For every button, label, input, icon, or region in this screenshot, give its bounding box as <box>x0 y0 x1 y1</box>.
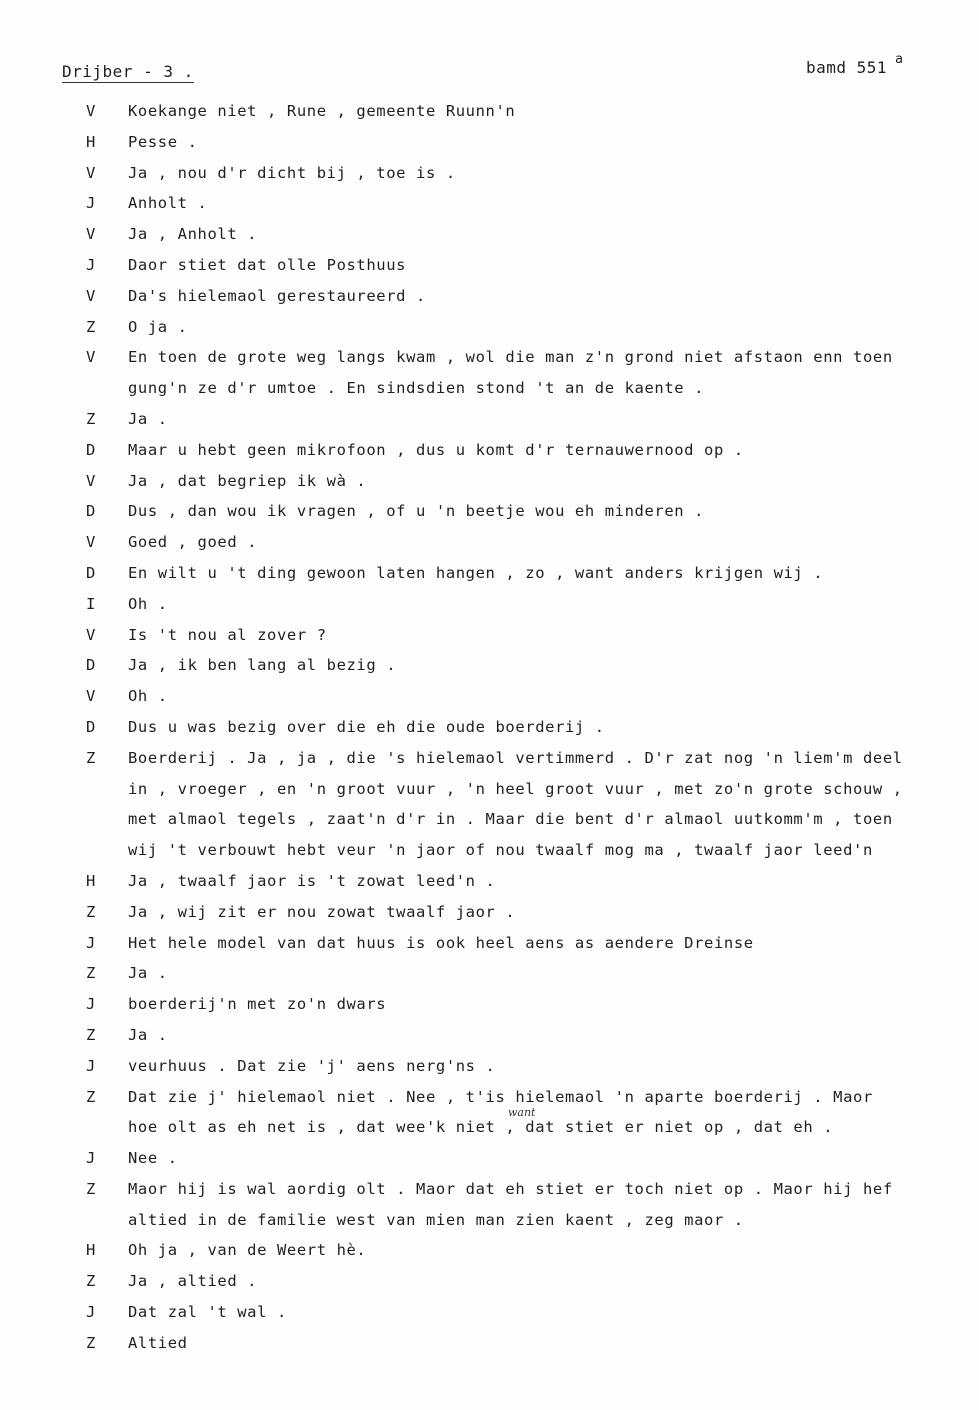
utterance-text: Ja , Anholt . <box>128 225 258 244</box>
transcript-line <box>0 991 979 1022</box>
utterance-text: boerderij'n met zo'n dwars <box>128 995 387 1014</box>
utterance-text: Ja . <box>128 1025 168 1044</box>
transcript-line <box>0 652 979 683</box>
tape-number-suffix: a <box>895 52 904 67</box>
transcript-line <box>0 806 979 837</box>
transcript-body <box>0 98 979 1361</box>
transcript-line <box>0 1114 979 1145</box>
page-header-title: Drijber - 3 . <box>62 62 194 81</box>
utterance-text: Dus , dan wou ik vragen , of u 'n beetje wou eh minderen . <box>128 502 705 521</box>
transcript-line <box>0 437 979 468</box>
transcript-line <box>0 1299 979 1330</box>
handwritten-insert: want <box>508 1106 536 1119</box>
page-header-tape-number <box>806 52 904 77</box>
speaker-code: Z <box>86 1272 96 1291</box>
speaker-code: Z <box>86 317 96 336</box>
utterance-text: Maor hij is wal aordig olt . Maor dat eh stiet er toch niet op . Maor hij hef <box>128 1179 893 1198</box>
speaker-code: J <box>86 194 96 213</box>
transcript-line <box>0 1268 979 1299</box>
speaker-code: Z <box>86 964 96 983</box>
speaker-code: J <box>86 933 96 952</box>
transcript-line <box>0 498 979 529</box>
speaker-code: V <box>86 533 96 552</box>
transcript-line <box>0 683 979 714</box>
speaker-code: D <box>86 502 96 521</box>
speaker-code: V <box>86 286 96 305</box>
speaker-code: D <box>86 440 96 459</box>
speaker-code: Z <box>86 1179 96 1198</box>
utterance-text: Ja , ik ben lang al bezig . <box>128 656 397 675</box>
transcript-line <box>0 837 979 868</box>
speaker-code: Z <box>86 748 96 767</box>
speaker-code: D <box>86 563 96 582</box>
utterance-text: Maar u hebt geen mikrofoon , dus u komt d'r ternauwernood op . <box>128 440 744 459</box>
transcript-line <box>0 560 979 591</box>
transcript-line <box>0 98 979 129</box>
speaker-code: D <box>86 717 96 736</box>
speaker-code: V <box>86 687 96 706</box>
speaker-code: V <box>86 348 96 367</box>
transcript-line <box>0 899 979 930</box>
utterance-text: met almaol tegels , zaat'n d'r in . Maar die bent d'r almaol uutkomm'm , toen <box>128 810 893 829</box>
transcript-line <box>0 314 979 345</box>
utterance-text: Oh ja , van de Weert hè. <box>128 1241 367 1260</box>
utterance-text: Oh . <box>128 594 168 613</box>
utterance-text: Altied <box>128 1333 188 1352</box>
utterance-text: Koekange niet , Rune , gemeente Ruunn'n <box>128 102 516 120</box>
utterance-text: En toen de grote weg langs kwam , wol die man z'n grond niet afstaon enn toen <box>128 348 893 367</box>
transcript-line <box>0 468 979 499</box>
utterance-text: wij 't verbouwt hebt veur 'n jaor of nou twaalf mog ma , twaalf jaor leed'n <box>128 841 873 860</box>
utterance-text: hoe olt as eh net is , dat wee'k niet , dat stiet er niet op , dat eh . <box>128 1118 834 1137</box>
utterance-text: altied in de familie west van mien man zien kaent , zeg maor . <box>128 1210 744 1229</box>
speaker-code: H <box>86 1241 96 1260</box>
transcript-line <box>0 529 979 560</box>
speaker-code: Z <box>86 409 96 428</box>
transcript-line <box>0 1022 979 1053</box>
utterance-text: Pesse . <box>128 132 198 151</box>
transcript-line <box>0 930 979 961</box>
utterance-text: Ja , altied . <box>128 1272 258 1291</box>
transcript-line <box>0 1330 979 1361</box>
utterance-text: Dus u was bezig over die eh die oude boerderij . <box>128 717 605 736</box>
utterance-text: Ja . <box>128 964 168 983</box>
speaker-code: Z <box>86 1025 96 1044</box>
transcript-line <box>0 406 979 437</box>
transcript-line <box>0 960 979 991</box>
transcript-line <box>0 1207 979 1238</box>
speaker-code: V <box>86 225 96 244</box>
utterance-text: Ja . <box>128 409 168 428</box>
transcript-line <box>0 283 979 314</box>
utterance-text: Dat zie j' hielemaol niet . Nee , t'is hielemaol 'n aparte boerderij . Maor <box>128 1087 873 1106</box>
utterance-text: Nee . <box>128 1149 178 1168</box>
speaker-code: V <box>86 471 96 490</box>
utterance-text: gung'n ze d'r umtoe . En sindsdien stond 't an de kaente . <box>128 379 705 398</box>
transcript-line <box>0 868 979 899</box>
utterance-text: Is 't nou al zover ? <box>128 625 327 644</box>
speaker-code: J <box>86 1149 96 1168</box>
transcript-line <box>0 160 979 191</box>
speaker-code: V <box>86 102 96 120</box>
speaker-code: I <box>86 594 96 613</box>
speaker-code: H <box>86 871 96 890</box>
utterance-text: Het hele model van dat huus is ook heel aens as aendere Dreinse <box>128 933 754 952</box>
transcript-line <box>0 1176 979 1207</box>
transcript-line <box>0 129 979 160</box>
speaker-code: Z <box>86 1087 96 1106</box>
utterance-text: Da's hielemaol gerestaureerd . <box>128 286 426 305</box>
utterance-text: Goed , goed . <box>128 533 258 552</box>
utterance-text: En wilt u 't ding gewoon laten hangen , zo , want anders krijgen wij . <box>128 563 824 582</box>
speaker-code: V <box>86 163 96 182</box>
utterance-text: veurhuus . Dat zie 'j' aens nerg'ns . <box>128 1056 496 1075</box>
utterance-text: O ja . <box>128 317 188 336</box>
utterance-text: Oh . <box>128 687 168 706</box>
transcript-line <box>0 591 979 622</box>
transcript-line <box>0 745 979 776</box>
transcript-line <box>0 1237 979 1268</box>
utterance-text: Anholt . <box>128 194 208 213</box>
transcript-line <box>0 1084 979 1115</box>
transcript-line <box>0 776 979 807</box>
speaker-code: D <box>86 656 96 675</box>
speaker-code: Z <box>86 1333 96 1352</box>
transcript-line <box>0 344 979 375</box>
transcript-line <box>0 252 979 283</box>
utterance-text: Dat zal 't wal . <box>128 1303 287 1322</box>
speaker-code: Z <box>86 902 96 921</box>
utterance-text: Ja , nou d'r dicht bij , toe is . <box>128 163 456 182</box>
utterance-text: Daor stiet dat olle Posthuus <box>128 255 407 274</box>
utterance-text: Ja , twaalf jaor is 't zowat leed'n . <box>128 871 496 890</box>
transcript-line <box>0 714 979 745</box>
transcript-line <box>0 190 979 221</box>
speaker-code: J <box>86 1056 96 1075</box>
transcript-line <box>0 1053 979 1084</box>
speaker-code: J <box>86 995 96 1014</box>
utterance-text: Boerderij . Ja , ja , die 's hielemaol vertimmerd . D'r zat nog 'n liem'm deel <box>128 748 903 767</box>
tape-number-label: bamd 551 <box>806 58 888 77</box>
speaker-code: J <box>86 1303 96 1322</box>
speaker-code: V <box>86 625 96 644</box>
utterance-text: Ja , dat begriep ik wà . <box>128 471 367 490</box>
utterance-text: Ja , wij zit er nou zowat twaalf jaor . <box>128 902 516 921</box>
transcript-line <box>0 1145 979 1176</box>
transcript-line <box>0 375 979 406</box>
speaker-code: H <box>86 132 96 151</box>
speaker-code: J <box>86 255 96 274</box>
transcript-line <box>0 221 979 252</box>
transcript-line <box>0 622 979 653</box>
utterance-text: in , vroeger , en 'n groot vuur , 'n heel groot vuur , met zo'n grote schouw , <box>128 779 903 798</box>
